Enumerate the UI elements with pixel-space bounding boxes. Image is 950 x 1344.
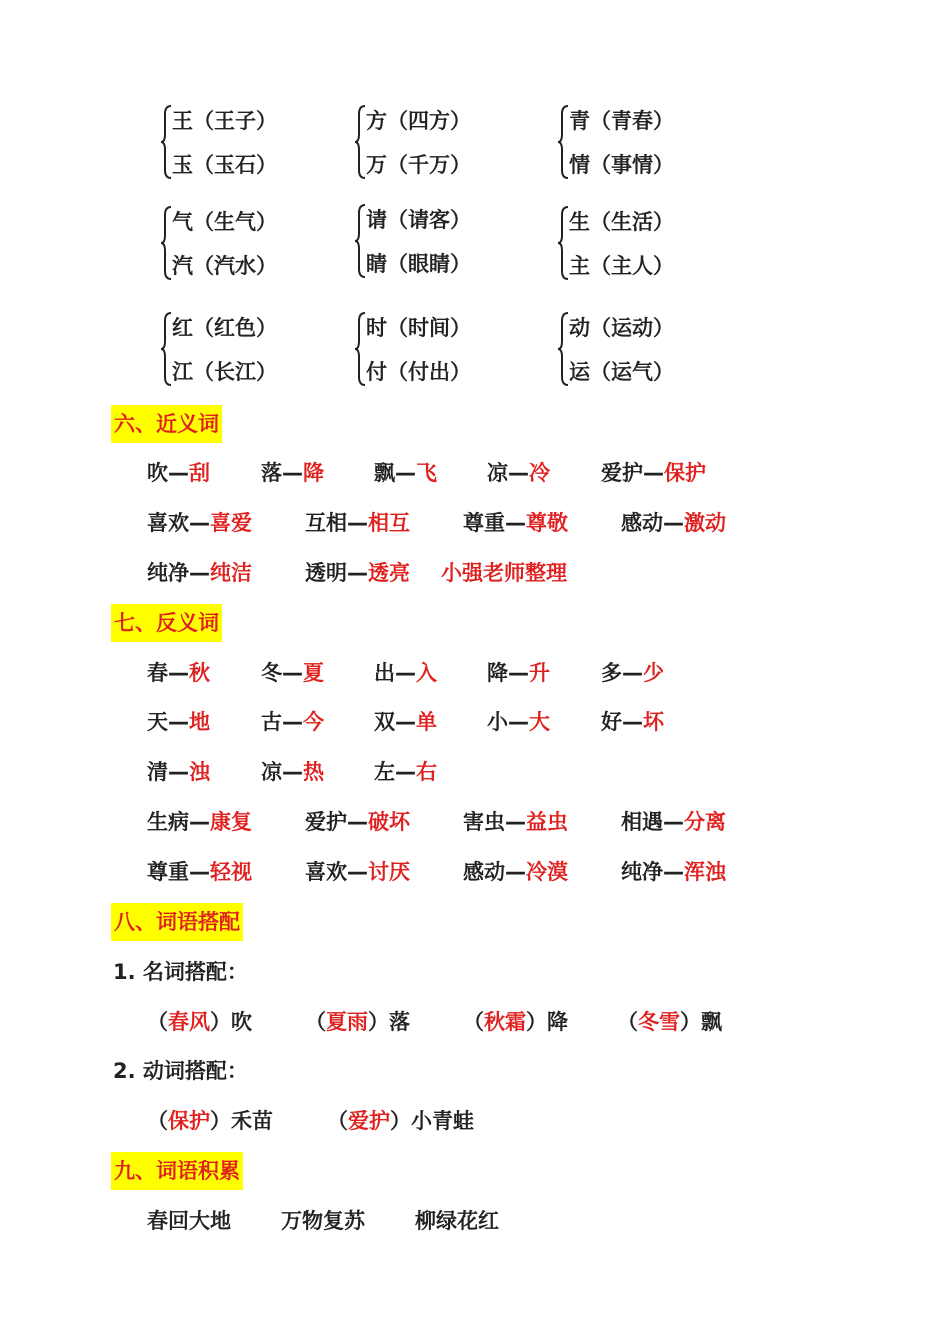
word-pair: 出—入	[374, 661, 437, 685]
pair-line: 玉（玉石）	[172, 153, 277, 177]
word-pair: 透明—透亮	[305, 561, 410, 585]
word-pair: 生病—康复	[147, 810, 252, 834]
collocation: （保护）禾苗	[147, 1109, 273, 1133]
char-pair	[354, 309, 494, 389]
word-pair: 春—秋	[147, 661, 210, 685]
word-pair: 爱护—破坏	[305, 810, 410, 834]
section-heading: 七、反义词	[111, 604, 222, 642]
pair-line: 时（时间）	[366, 316, 471, 340]
pair-line: 动（运动）	[569, 316, 674, 340]
char-pair	[557, 203, 697, 283]
pair-line: 气（生气）	[172, 210, 277, 234]
section-heading: 八、词语搭配	[111, 903, 243, 941]
collocation: （春风）吹	[147, 1010, 252, 1034]
word-pair: 相遇—分离	[621, 810, 726, 834]
word-pair: 喜欢—喜爱	[147, 511, 252, 535]
pair-line: 运（运气）	[569, 360, 674, 384]
word-pair: 尊重—尊敬	[463, 511, 568, 535]
pair-line: 青（青春）	[569, 109, 674, 133]
word-pair: 好—坏	[601, 710, 664, 734]
word-pair: 纯净—浑浊	[621, 860, 726, 884]
pair-line: 睛（眼睛）	[366, 252, 471, 276]
word-pair: 吹—刮	[147, 461, 210, 485]
pair-line: 付（付出）	[366, 360, 471, 384]
word-pair: 纯净—纯洁	[147, 561, 252, 585]
word-pair: 双—单	[374, 710, 437, 734]
word-pair: 落—降	[261, 461, 324, 485]
subheading-noun: 1. 名词搭配：	[113, 960, 248, 984]
char-pair	[354, 201, 494, 281]
word-pair: 感动—激动	[621, 511, 726, 535]
word-pair: 凉—热	[261, 760, 324, 784]
collocation: （冬雪）飘	[617, 1010, 722, 1034]
collocation: （爱护）小青蛙	[327, 1109, 474, 1133]
char-pair	[557, 102, 697, 182]
word-pair: 凉—冷	[487, 461, 550, 485]
section-heading: 九、词语积累	[111, 1152, 243, 1190]
pair-line: 方（四方）	[366, 109, 471, 133]
word-pair: 尊重—轻视	[147, 860, 252, 884]
idiom: 春回大地	[147, 1209, 231, 1233]
char-pair	[160, 309, 300, 389]
word-pair: 天—地	[147, 710, 210, 734]
word-pair: 飘—飞	[374, 461, 437, 485]
word-pair: 古—今	[261, 710, 324, 734]
pair-line: 请（请客）	[366, 208, 471, 232]
word-pair: 互相—相互	[305, 511, 410, 535]
word-pair: 清—浊	[147, 760, 210, 784]
word-pair: 冬—夏	[261, 661, 324, 685]
char-pair	[354, 102, 494, 182]
section-heading: 六、近义词	[111, 405, 222, 443]
idiom: 柳绿花红	[415, 1209, 499, 1233]
word-pair: 多—少	[601, 661, 664, 685]
word-pair: 左—右	[374, 760, 437, 784]
word-pair: 降—升	[487, 661, 550, 685]
char-pair	[160, 102, 300, 182]
idiom: 万物复苏	[281, 1209, 365, 1233]
pair-line: 万（千万）	[366, 153, 471, 177]
author-note: 小强老师整理	[441, 561, 567, 585]
char-pair	[557, 309, 697, 389]
pair-line: 王（王子）	[172, 109, 277, 133]
word-pair: 喜欢—讨厌	[305, 860, 410, 884]
char-pair	[160, 203, 300, 283]
pair-line: 情（事情）	[569, 153, 674, 177]
pair-line: 江（长江）	[172, 360, 277, 384]
word-pair: 感动—冷漠	[463, 860, 568, 884]
word-pair: 害虫—益虫	[463, 810, 568, 834]
collocation: （夏雨）落	[305, 1010, 410, 1034]
word-pair: 小—大	[487, 710, 550, 734]
pair-line: 生（生活）	[569, 210, 674, 234]
word-pair: 爱护—保护	[601, 461, 706, 485]
pair-line: 主（主人）	[569, 254, 674, 278]
collocation: （秋霜）降	[463, 1010, 568, 1034]
pair-line: 汽（汽水）	[172, 254, 277, 278]
subheading-verb: 2. 动词搭配：	[113, 1059, 248, 1083]
pair-line: 红（红色）	[172, 316, 277, 340]
